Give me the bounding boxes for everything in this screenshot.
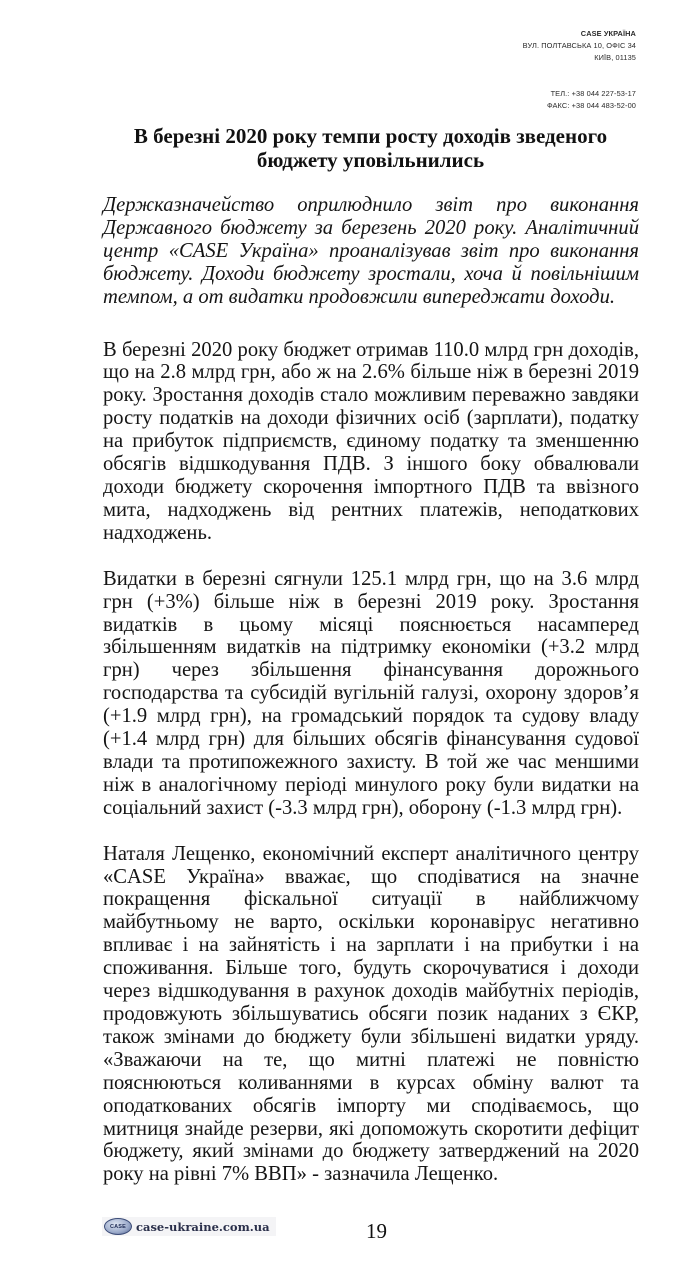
- website-link[interactable]: case-ukraine.com.ua: [136, 1219, 270, 1234]
- article-paragraph-expert-quote: Наталя Лещенко, економічний експерт аналітичного центру «CASE Україна» вважає, що сподіватися на значне покращення фіскальної ситуації в найближчому майбутньому не варто, оскільки коронавірус негативно впливає і на зайнятість і на зарплати і на прибутки і на споживання. Більше того, будуть скорочуватися і доходи через відшкодування в рахунок доходів майбутніх періодів, продовжують збільшуватись обсяги позик наданих з ЄКР, також змінами до бюджету були збільшені видатки уряду. «Зважаючи на те, що митні платежі не повністю пояснюються коливаннями в курсах обміну валют та оподаткованих обсягів імпорту ми сподіваємось, що митниця знайде резерви, які допоможуть скоротити дефіцит бюджету, який змінами до бюджету затверджений на 2020 року на рівні 7% ВВП» - зазначила Лещенко.: [103, 842, 639, 1186]
- article-title: В березні 2020 року темпи росту доходів зведеного бюджету уповільнились: [133, 124, 608, 172]
- case-logo-icon: [104, 1218, 132, 1235]
- article-lead: Держказначейство оприлюднило звіт про виконання Державного бюджету за березень 2020 року. Аналітичний центр «CASE Україна» проаналізував звіт про виконання бюджету. Доходи бюджету зростали, хоча й повільнішим темпом, а от видатки продовжили випереджати доходи.: [103, 194, 639, 308]
- letterhead-address-line1: ВУЛ. ПОЛТАВСЬКА 10, ОФІС 34: [522, 41, 636, 50]
- letterhead-phone: ТЕЛ.: +38 044 227-53-17: [550, 89, 636, 98]
- letterhead: [523, 28, 636, 112]
- article-body: [103, 194, 639, 1209]
- page-number: 19: [366, 1219, 387, 1243]
- letterhead-organization: CASE УКРАЇНА: [580, 29, 636, 38]
- article-paragraph-expenditures: Видатки в березні сягнули 125.1 млрд грн, що на 3.6 млрд грн (+3%) більше ніж в березні 2019 року. Зростання видатків в цьому місяці пояснюється насамперед збільшенням видатків на підтримку економіки (+3.2 млрд грн) через збільшення фінансування дорожнього господарства та субсидій вугільній галузі, охорону здоров’я (+1.9 млрд грн), на громадський порядок та судову владу (+1.4 млрд грн) для більших обсягів фінансування судової влади та протипожежного захисту. В той же час меншими ніж в аналогічному періоді минулого року були видатки на соціальний захист (-3.3 млрд грн), оборону (-1.3 млрд грн).: [103, 567, 639, 819]
- letterhead-fax: ФАКС: +38 044 483-52-00: [546, 101, 636, 110]
- letterhead-contacts: [523, 88, 636, 112]
- logo-text: CASE: [109, 1223, 127, 1230]
- letterhead-address-line2: КИЇВ, 01135: [594, 53, 636, 62]
- footer-logo[interactable]: [102, 1217, 276, 1236]
- article-paragraph-revenues: В березні 2020 року бюджет отримав 110.0 млрд грн доходів, що на 2.8 млрд грн, або ж на 2.6% більше ніж в березні 2019 року. Зростання доходів стало можливим переважно завдяки росту податків на доходи фізичних осіб (зарплати), податку на прибуток підприємств, єдиному податку та зменшенню обсягів відшкодування ПДВ. З іншого боку обвалювали доходи бюджету скорочення імпортного ПДВ та ввізного мита, надходжень від рентних платежів, неподаткових надходжень.: [103, 338, 639, 544]
